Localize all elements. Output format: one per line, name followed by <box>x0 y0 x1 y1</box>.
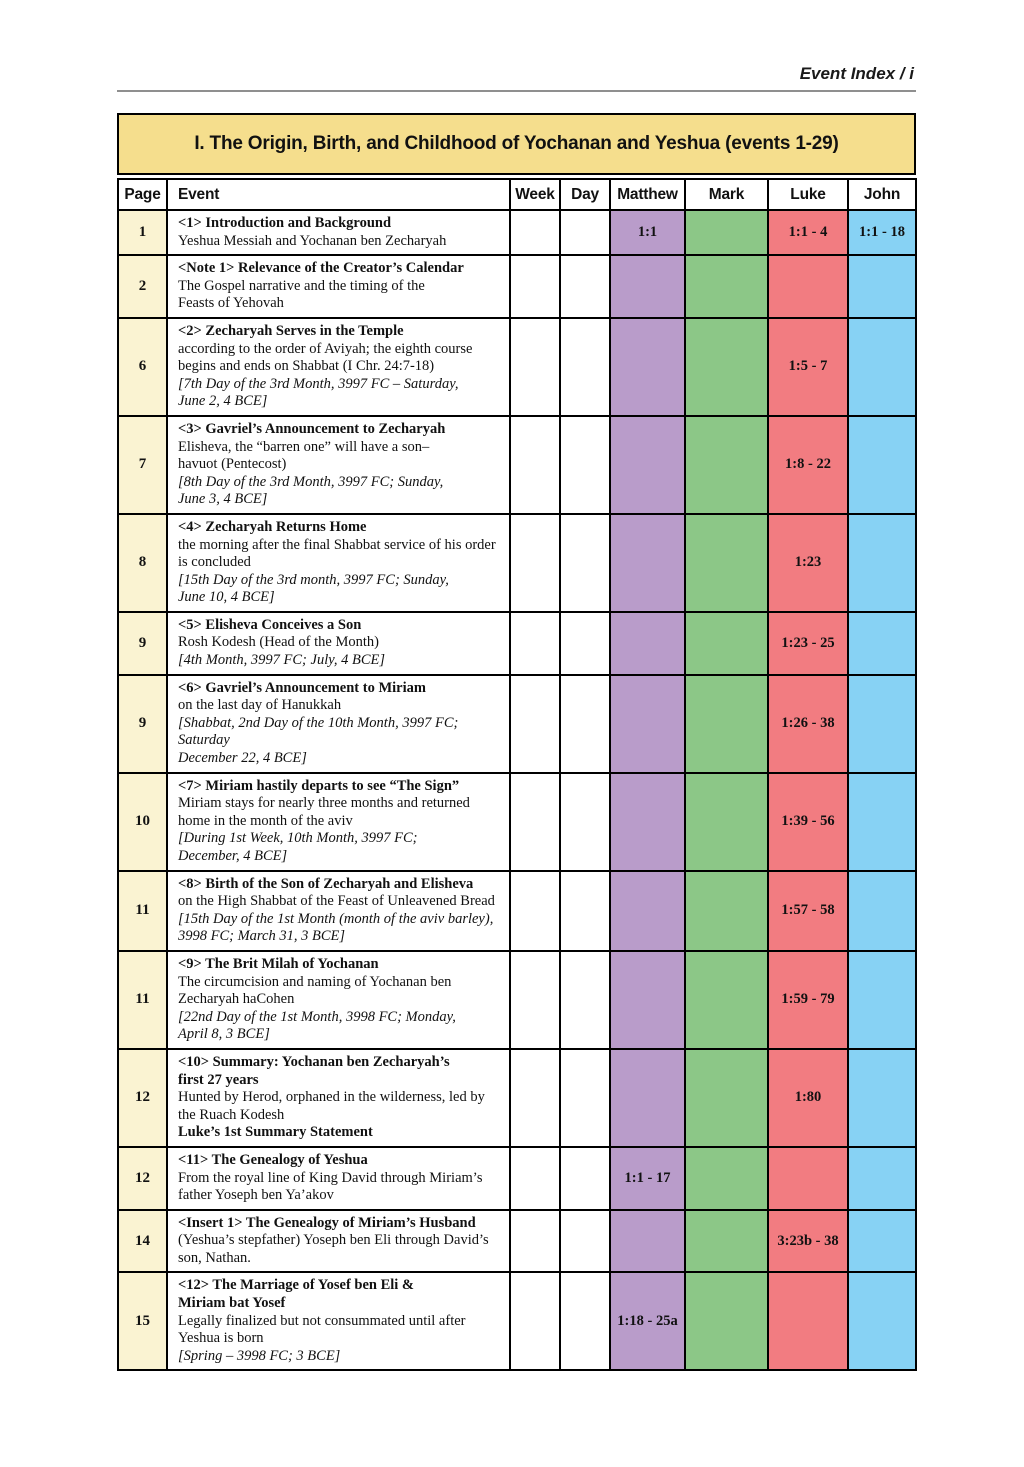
week-cell <box>510 255 560 318</box>
column-header-week: Week <box>510 179 560 210</box>
matthew-reference-cell <box>610 255 685 318</box>
event-text-line: Elisheva, the “barren one” will have a son– <box>178 438 430 455</box>
day-cell <box>560 1049 610 1147</box>
page-number-cell: 9 <box>118 612 167 675</box>
page-number-cell: 12 <box>118 1049 167 1147</box>
luke-reference-cell: 1:57 - 58 <box>768 871 848 951</box>
table-row <box>118 514 916 612</box>
event-index-table <box>117 113 916 1371</box>
event-title-line: <4> Zecharyah Returns Home <box>178 518 367 535</box>
table-row <box>118 1147 916 1210</box>
week-cell <box>510 1272 560 1370</box>
mark-reference-cell <box>685 1147 768 1210</box>
day-cell <box>560 773 610 871</box>
column-header-john: John <box>848 179 916 210</box>
matthew-reference-cell <box>610 1049 685 1147</box>
luke-reference-cell: 1:5 - 7 <box>768 318 848 416</box>
event-title-line: <12> The Marriage of Yosef ben Eli & <box>178 1277 415 1294</box>
event-title-line: first 27 years <box>178 1071 259 1088</box>
mark-reference-cell <box>685 416 768 514</box>
event-text-line: The Gospel narrative and the timing of the <box>178 277 425 294</box>
page-number-cell: 2 <box>118 255 167 318</box>
day-cell <box>560 514 610 612</box>
table-row <box>118 675 916 773</box>
matthew-reference-cell <box>610 951 685 1049</box>
running-header <box>117 64 916 84</box>
event-date-line: June 2, 4 BCE] <box>178 393 268 410</box>
event-date-line: December, 4 BCE] <box>178 848 288 864</box>
event-text-line: is concluded <box>178 554 251 571</box>
mark-reference-cell <box>685 951 768 1049</box>
event-title-line: Miriam bat Yosef <box>178 1295 286 1312</box>
matthew-reference-cell <box>610 612 685 675</box>
mark-reference-cell <box>685 871 768 951</box>
event-date-line: April 8, 3 BCE] <box>178 1026 270 1043</box>
column-header-mark: Mark <box>685 179 768 210</box>
matthew-reference-cell: 1:18 - 25a <box>610 1272 685 1370</box>
event-description-cell <box>167 1147 510 1210</box>
day-cell <box>560 675 610 773</box>
luke-reference-cell <box>768 255 848 318</box>
event-date-line: [Shabbat, 2nd Day of the 10th Month, 3997 FC; Saturday <box>178 714 459 749</box>
event-date-line: [8th Day of the 3rd Month, 3997 FC; Sunday, <box>178 473 444 490</box>
page-number-cell: 15 <box>118 1272 167 1370</box>
event-date-line: June 10, 4 BCE] <box>178 589 275 606</box>
day-cell <box>560 871 610 951</box>
luke-reference-cell <box>768 1147 848 1210</box>
mark-reference-cell <box>685 514 768 612</box>
event-table <box>117 178 917 1371</box>
page-number-cell: 9 <box>118 675 167 773</box>
luke-reference-cell: 1:1 - 4 <box>768 210 848 255</box>
event-text-line: according to the order of Aviyah; the eighth course <box>178 340 473 357</box>
event-description-cell <box>167 1049 510 1147</box>
table-header-row <box>118 179 916 210</box>
luke-reference-cell: 3:23b - 38 <box>768 1210 848 1273</box>
week-cell <box>510 1210 560 1273</box>
event-title-line: <6> Gavriel’s Announcement to Miriam <box>178 679 426 696</box>
event-title-line: <5> Elisheva Conceives a Son <box>178 616 362 633</box>
column-header-luke: Luke <box>768 179 848 210</box>
john-reference-cell <box>848 416 916 514</box>
mark-reference-cell <box>685 210 768 255</box>
page-number-cell: 6 <box>118 318 167 416</box>
table-row <box>118 416 916 514</box>
event-description-cell <box>167 1272 510 1370</box>
section-title-banner <box>117 113 916 175</box>
running-header-text: Event Index / i <box>799 64 914 83</box>
mark-reference-cell <box>685 1049 768 1147</box>
day-cell <box>560 416 610 514</box>
event-date-line: [7th Day of the 3rd Month, 3997 FC – Saturday, <box>178 375 459 392</box>
event-title-line: <Insert 1> The Genealogy of Miriam’s Husband <box>178 1214 476 1231</box>
event-text-line: Zecharyah haCohen <box>178 991 295 1008</box>
document-page <box>117 0 916 1371</box>
column-header-event: Event <box>167 179 510 210</box>
week-cell <box>510 416 560 514</box>
john-reference-cell <box>848 1210 916 1273</box>
page-number-cell: 11 <box>118 951 167 1049</box>
event-title-line: <2> Zecharyah Serves in the Temple <box>178 322 404 339</box>
column-header-day: Day <box>560 179 610 210</box>
table-row <box>118 951 916 1049</box>
event-description-cell <box>167 210 510 255</box>
event-description-cell <box>167 773 510 871</box>
luke-reference-cell <box>768 1272 848 1370</box>
table-row <box>118 1272 916 1370</box>
event-date-line: December 22, 4 BCE] <box>178 750 307 767</box>
mark-reference-cell <box>685 773 768 871</box>
luke-reference-cell: 1:8 - 22 <box>768 416 848 514</box>
mark-reference-cell <box>685 1272 768 1370</box>
event-text-line: son, Nathan. <box>178 1249 251 1266</box>
header-rule <box>117 90 916 92</box>
day-cell <box>560 612 610 675</box>
event-title-line: <8> Birth of the Son of Zecharyah and Elisheva <box>178 875 474 892</box>
matthew-reference-cell: 1:1 <box>610 210 685 255</box>
day-cell <box>560 1210 610 1273</box>
john-reference-cell <box>848 675 916 773</box>
event-text-line: Miriam stays for nearly three months and returned <box>178 795 470 812</box>
event-text-line: begins and ends on Shabbat (I Chr. 24:7-18) <box>178 358 435 375</box>
event-text-line: on the High Shabbat of the Feast of Unleavened Bread <box>178 893 495 910</box>
matthew-reference-cell <box>610 773 685 871</box>
week-cell <box>510 1147 560 1210</box>
matthew-reference-cell <box>610 416 685 514</box>
event-title-line: <7> Miriam hastily departs to see “The Sign” <box>178 777 460 794</box>
week-cell <box>510 1049 560 1147</box>
event-date-line: [22nd Day of the 1st Month, 3998 FC; Monday, <box>178 1008 456 1025</box>
table-row <box>118 210 916 255</box>
john-reference-cell <box>848 871 916 951</box>
mark-reference-cell <box>685 612 768 675</box>
page-number-cell: 11 <box>118 871 167 951</box>
john-reference-cell <box>848 318 916 416</box>
event-date-line: [15th Day of the 1st Month (month of the aviv barley), <box>178 910 494 927</box>
day-cell <box>560 255 610 318</box>
luke-reference-cell: 1:23 - 25 <box>768 612 848 675</box>
event-title-line: <1> Introduction and Background <box>178 215 392 231</box>
section-title: I. The Origin, Birth, and Childhood of Yochanan and Yeshua (events 1-29) <box>194 133 839 154</box>
event-text-line: father Yoseph ben Ya’akov <box>178 1187 334 1204</box>
mark-reference-cell <box>685 255 768 318</box>
event-description-cell <box>167 871 510 951</box>
event-date-line: [During 1st Week, 10th Month, 3997 FC; <box>178 830 418 847</box>
event-title-line: <Note 1> Relevance of the Creator’s Calendar <box>178 260 464 277</box>
luke-reference-cell: 1:23 <box>768 514 848 612</box>
event-text-line: Legally finalized but not consummated until after <box>178 1312 466 1329</box>
event-description-cell <box>167 416 510 514</box>
event-text-line: home in the month of the aviv <box>178 812 353 829</box>
table-row <box>118 612 916 675</box>
event-title-line: <11> The Genealogy of Yeshua <box>178 1151 368 1168</box>
page-number-cell: 1 <box>118 210 167 255</box>
event-text-line: Rosh Kodesh (Head of the Month) <box>178 634 379 651</box>
table-row <box>118 1210 916 1273</box>
event-text-line: on the last day of Hanukkah <box>178 697 342 714</box>
event-date-line: [Spring – 3998 FC; 3 BCE] <box>178 1347 341 1364</box>
day-cell <box>560 951 610 1049</box>
luke-reference-cell: 1:26 - 38 <box>768 675 848 773</box>
event-text-line: (Yeshua’s stepfather) Yoseph ben Eli through David’s <box>178 1232 489 1249</box>
day-cell <box>560 1147 610 1210</box>
day-cell <box>560 1272 610 1370</box>
page-number-cell: 8 <box>118 514 167 612</box>
event-text-line: Feasts of Yehovah <box>178 295 284 312</box>
john-reference-cell <box>848 951 916 1049</box>
event-date-line: [4th Month, 3997 FC; July, 4 BCE] <box>178 652 386 669</box>
table-row <box>118 1049 916 1147</box>
week-cell <box>510 612 560 675</box>
event-description-cell <box>167 1210 510 1273</box>
event-text-line: Hunted by Herod, orphaned in the wilderness, led by <box>178 1089 485 1106</box>
event-date-line: June 3, 4 BCE] <box>178 491 268 508</box>
week-cell <box>510 773 560 871</box>
column-header-page: Page <box>118 179 167 210</box>
event-description-cell <box>167 318 510 416</box>
event-title-line: <10> Summary: Yochanan ben Zecharyah’s <box>178 1053 450 1070</box>
luke-reference-cell: 1:39 - 56 <box>768 773 848 871</box>
event-text-line: the morning after the final Shabbat service of his order <box>178 536 496 553</box>
column-header-matthew: Matthew <box>610 179 685 210</box>
john-reference-cell <box>848 773 916 871</box>
matthew-reference-cell <box>610 318 685 416</box>
event-text-line: From the royal line of King David through Miriam’s <box>178 1169 483 1186</box>
week-cell <box>510 318 560 416</box>
event-date-line: [15th Day of the 3rd month, 3997 FC; Sunday, <box>178 571 449 588</box>
john-reference-cell <box>848 1147 916 1210</box>
event-description-cell <box>167 675 510 773</box>
john-reference-cell <box>848 612 916 675</box>
week-cell <box>510 675 560 773</box>
page-number-cell: 10 <box>118 773 167 871</box>
event-text-line: havuot (Pentecost) <box>178 456 287 473</box>
day-cell <box>560 318 610 416</box>
event-text-line: The circumcision and naming of Yochanan ben <box>178 973 452 990</box>
matthew-reference-cell <box>610 675 685 773</box>
luke-reference-cell: 1:59 - 79 <box>768 951 848 1049</box>
mark-reference-cell <box>685 318 768 416</box>
matthew-reference-cell <box>610 1210 685 1273</box>
event-description-cell <box>167 612 510 675</box>
john-reference-cell: 1:1 - 18 <box>848 210 916 255</box>
event-description-cell <box>167 514 510 612</box>
week-cell <box>510 514 560 612</box>
matthew-reference-cell <box>610 871 685 951</box>
john-reference-cell <box>848 1049 916 1147</box>
event-title-line: <3> Gavriel’s Announcement to Zecharyah <box>178 420 446 437</box>
table-row <box>118 255 916 318</box>
matthew-reference-cell: 1:1 - 17 <box>610 1147 685 1210</box>
table-row <box>118 318 916 416</box>
event-title-line: Luke’s 1st Summary Statement <box>178 1124 373 1141</box>
event-text-line: Yeshua is born <box>178 1330 264 1347</box>
page-number-cell: 12 <box>118 1147 167 1210</box>
event-description-cell <box>167 255 510 318</box>
john-reference-cell <box>848 514 916 612</box>
event-date-line: 3998 FC; March 31, 3 BCE] <box>178 928 346 945</box>
john-reference-cell <box>848 1272 916 1370</box>
event-description-cell <box>167 951 510 1049</box>
week-cell <box>510 210 560 255</box>
john-reference-cell <box>848 255 916 318</box>
day-cell <box>560 210 610 255</box>
matthew-reference-cell <box>610 514 685 612</box>
event-text-line: the Ruach Kodesh <box>178 1106 285 1123</box>
page-number-cell: 14 <box>118 1210 167 1273</box>
page-number-cell: 7 <box>118 416 167 514</box>
week-cell <box>510 871 560 951</box>
week-cell <box>510 951 560 1049</box>
event-title-line: <9> The Brit Milah of Yochanan <box>178 955 379 972</box>
table-row <box>118 871 916 951</box>
event-text-line: Yeshua Messiah and Yochanan ben Zecharyah <box>178 232 447 249</box>
mark-reference-cell <box>685 1210 768 1273</box>
table-row <box>118 773 916 871</box>
mark-reference-cell <box>685 675 768 773</box>
luke-reference-cell: 1:80 <box>768 1049 848 1147</box>
